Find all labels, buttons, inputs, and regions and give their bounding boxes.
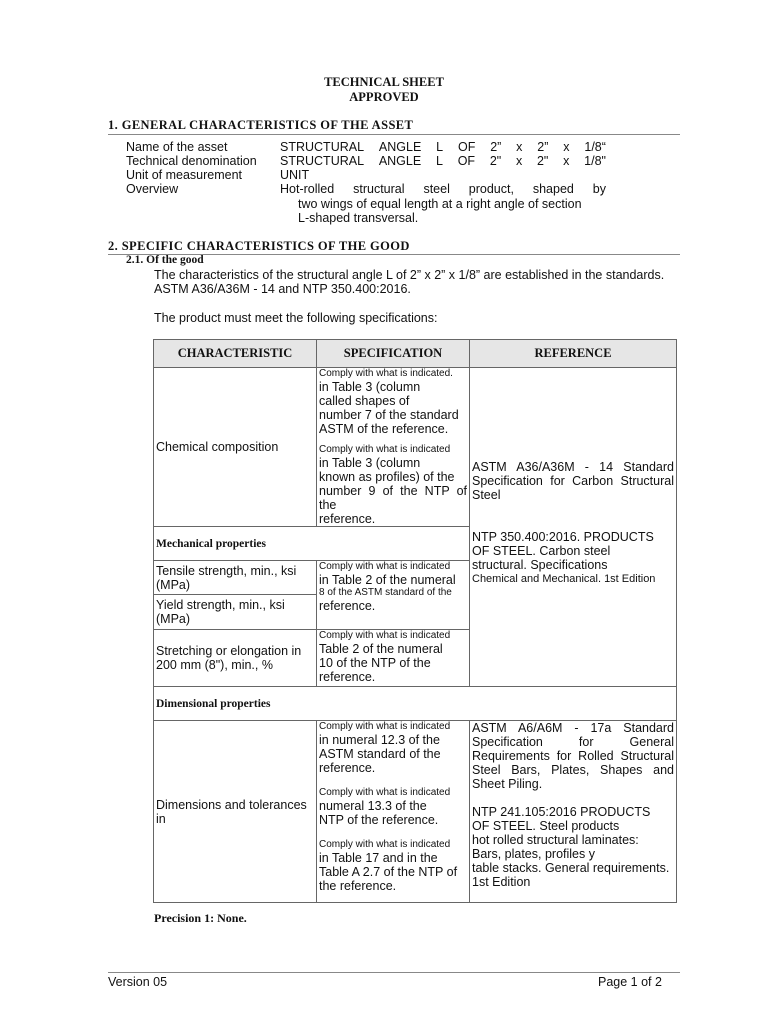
overview-continuation-2: L-shaped transversal.: [298, 211, 419, 225]
asset-row-label: Technical denomination: [126, 154, 257, 168]
standards-paragraph-line-2: ASTM A36/A36M - 14 and NTP 350.400:2016.: [154, 282, 411, 296]
dimensional-properties-header: Dimensional properties: [154, 687, 677, 721]
footer-page-number: Page 1 of 2: [598, 975, 662, 989]
column-header-characteristic: CHARACTERISTIC: [154, 340, 317, 368]
value-word: 1/8“: [584, 140, 606, 154]
value-word: shaped: [532, 182, 574, 196]
asset-row-value: [280, 182, 606, 196]
specifications-intro: The product must meet the following specifications:: [154, 311, 438, 325]
dimensional-reference: ASTM A6/A6M - 17a Standard Specification for General Requirements for Rolled Structural Steel Bars, Plates, Shapes and Sheet Piling. NTP 241.105:2016 PRODUCTS OF STEEL. Steel products hot rolled structural laminates: Bars, plates, profiles y table stacks. General requirements. 1st Edition: [470, 721, 677, 903]
elongation-label: Stretching or elongation in 200 mm (8"), min., %: [154, 630, 317, 687]
value-word: STRUCTURAL: [280, 140, 365, 154]
dimensional-spec: Comply with what is indicated in numeral 12.3 of the ASTM standard of the reference. Comply with what is indicated numeral 13.3 of the NTP of the reference. Comply with what is indicated in Table 17 and in the Table A 2.7 of the NTP of the reference.: [317, 721, 470, 903]
chemical-composition-label: Chemical composition: [154, 368, 317, 527]
value-word: L: [436, 140, 444, 154]
footer-divider: [108, 972, 680, 973]
subsection-heading: 2.1. Of the good: [126, 254, 204, 266]
value-word: STRUCTURAL: [280, 154, 365, 168]
tensile-strength-label: Tensile strength, min., ksi (MPa): [154, 561, 317, 595]
value-word: UNIT: [280, 168, 310, 182]
value-word: 1/8": [584, 154, 606, 168]
value-word: ANGLE: [378, 154, 422, 168]
value-word: structural: [353, 182, 405, 196]
footer-version: Version 05: [108, 975, 168, 989]
value-word: by: [592, 182, 606, 196]
mechanical-spec-astm: Comply with what is indicated in Table 2 of the numeral 8 of the ASTM standard of the reference.: [317, 561, 470, 630]
dimensions-tolerances-label: Dimensions and tolerances in: [154, 721, 317, 903]
value-word: steel: [423, 182, 450, 196]
mechanical-properties-header: Mechanical properties: [154, 527, 470, 561]
value-word: ANGLE: [378, 140, 422, 154]
value-word: x: [563, 140, 570, 154]
overview-continuation-1: two wings of equal length at a right angle of section: [298, 197, 582, 211]
section-2-heading: 2. SPECIFIC CHARACTERISTICS OF THE GOOD: [108, 239, 410, 253]
value-word: 2”: [490, 140, 502, 154]
section-1-heading: 1. GENERAL CHARACTERISTICS OF THE ASSET: [108, 118, 414, 132]
value-word: 2": [536, 154, 549, 168]
column-header-specification: SPECIFICATION: [317, 340, 470, 368]
asset-row-label: Overview: [126, 182, 179, 196]
value-word: OF: [457, 140, 476, 154]
asset-row-value: [280, 154, 606, 168]
value-word: x: [563, 154, 570, 168]
asset-row-label: Name of the asset: [126, 140, 228, 154]
value-word: x: [516, 140, 523, 154]
document-title: TECHNICAL SHEET: [324, 75, 444, 89]
value-word: 2": [489, 154, 502, 168]
asset-row-value: [280, 168, 309, 182]
value-word: x: [515, 154, 523, 168]
asset-row-label: Unit of measurement: [126, 168, 243, 182]
section-1-divider: [108, 134, 680, 135]
value-word: OF: [457, 154, 476, 168]
column-header-reference: REFERENCE: [470, 340, 677, 368]
document-status: APPROVED: [349, 90, 419, 104]
specification-table: [153, 339, 677, 903]
asset-row-value: [280, 140, 606, 154]
value-word: product,: [468, 182, 514, 196]
mechanical-spec-ntp: Comply with what is indicated Table 2 of the numeral 10 of the NTP of the reference.: [317, 630, 470, 687]
standards-paragraph-line-1: The characteristics of the structural angle L of 2” x 2” x 1/8” are established in the standards.: [154, 268, 665, 282]
chemical-composition-spec: Comply with what is indicated. in Table 3 (column called shapes of number 7 of the standard ASTM of the reference. Comply with what is indicated in Table 3 (column known as profiles) of the number 9 of the NTP of the reference.: [317, 368, 470, 527]
value-word: L: [435, 154, 443, 168]
value-word: Hot-rolled: [280, 182, 335, 196]
yield-strength-label: Yield strength, min., ksi (MPa): [154, 595, 317, 630]
precision-note: Precision 1: None.: [154, 911, 247, 925]
value-word: 2”: [537, 140, 549, 154]
reference-astm-ntp: ASTM A36/A36M - 14 Standard Specification for Carbon Structural Steel NTP 350.400:2016. PRODUCTS OF STEEL. Carbon steel structural. Specifications Chemical and Mechanical. 1st Edition: [470, 368, 677, 687]
